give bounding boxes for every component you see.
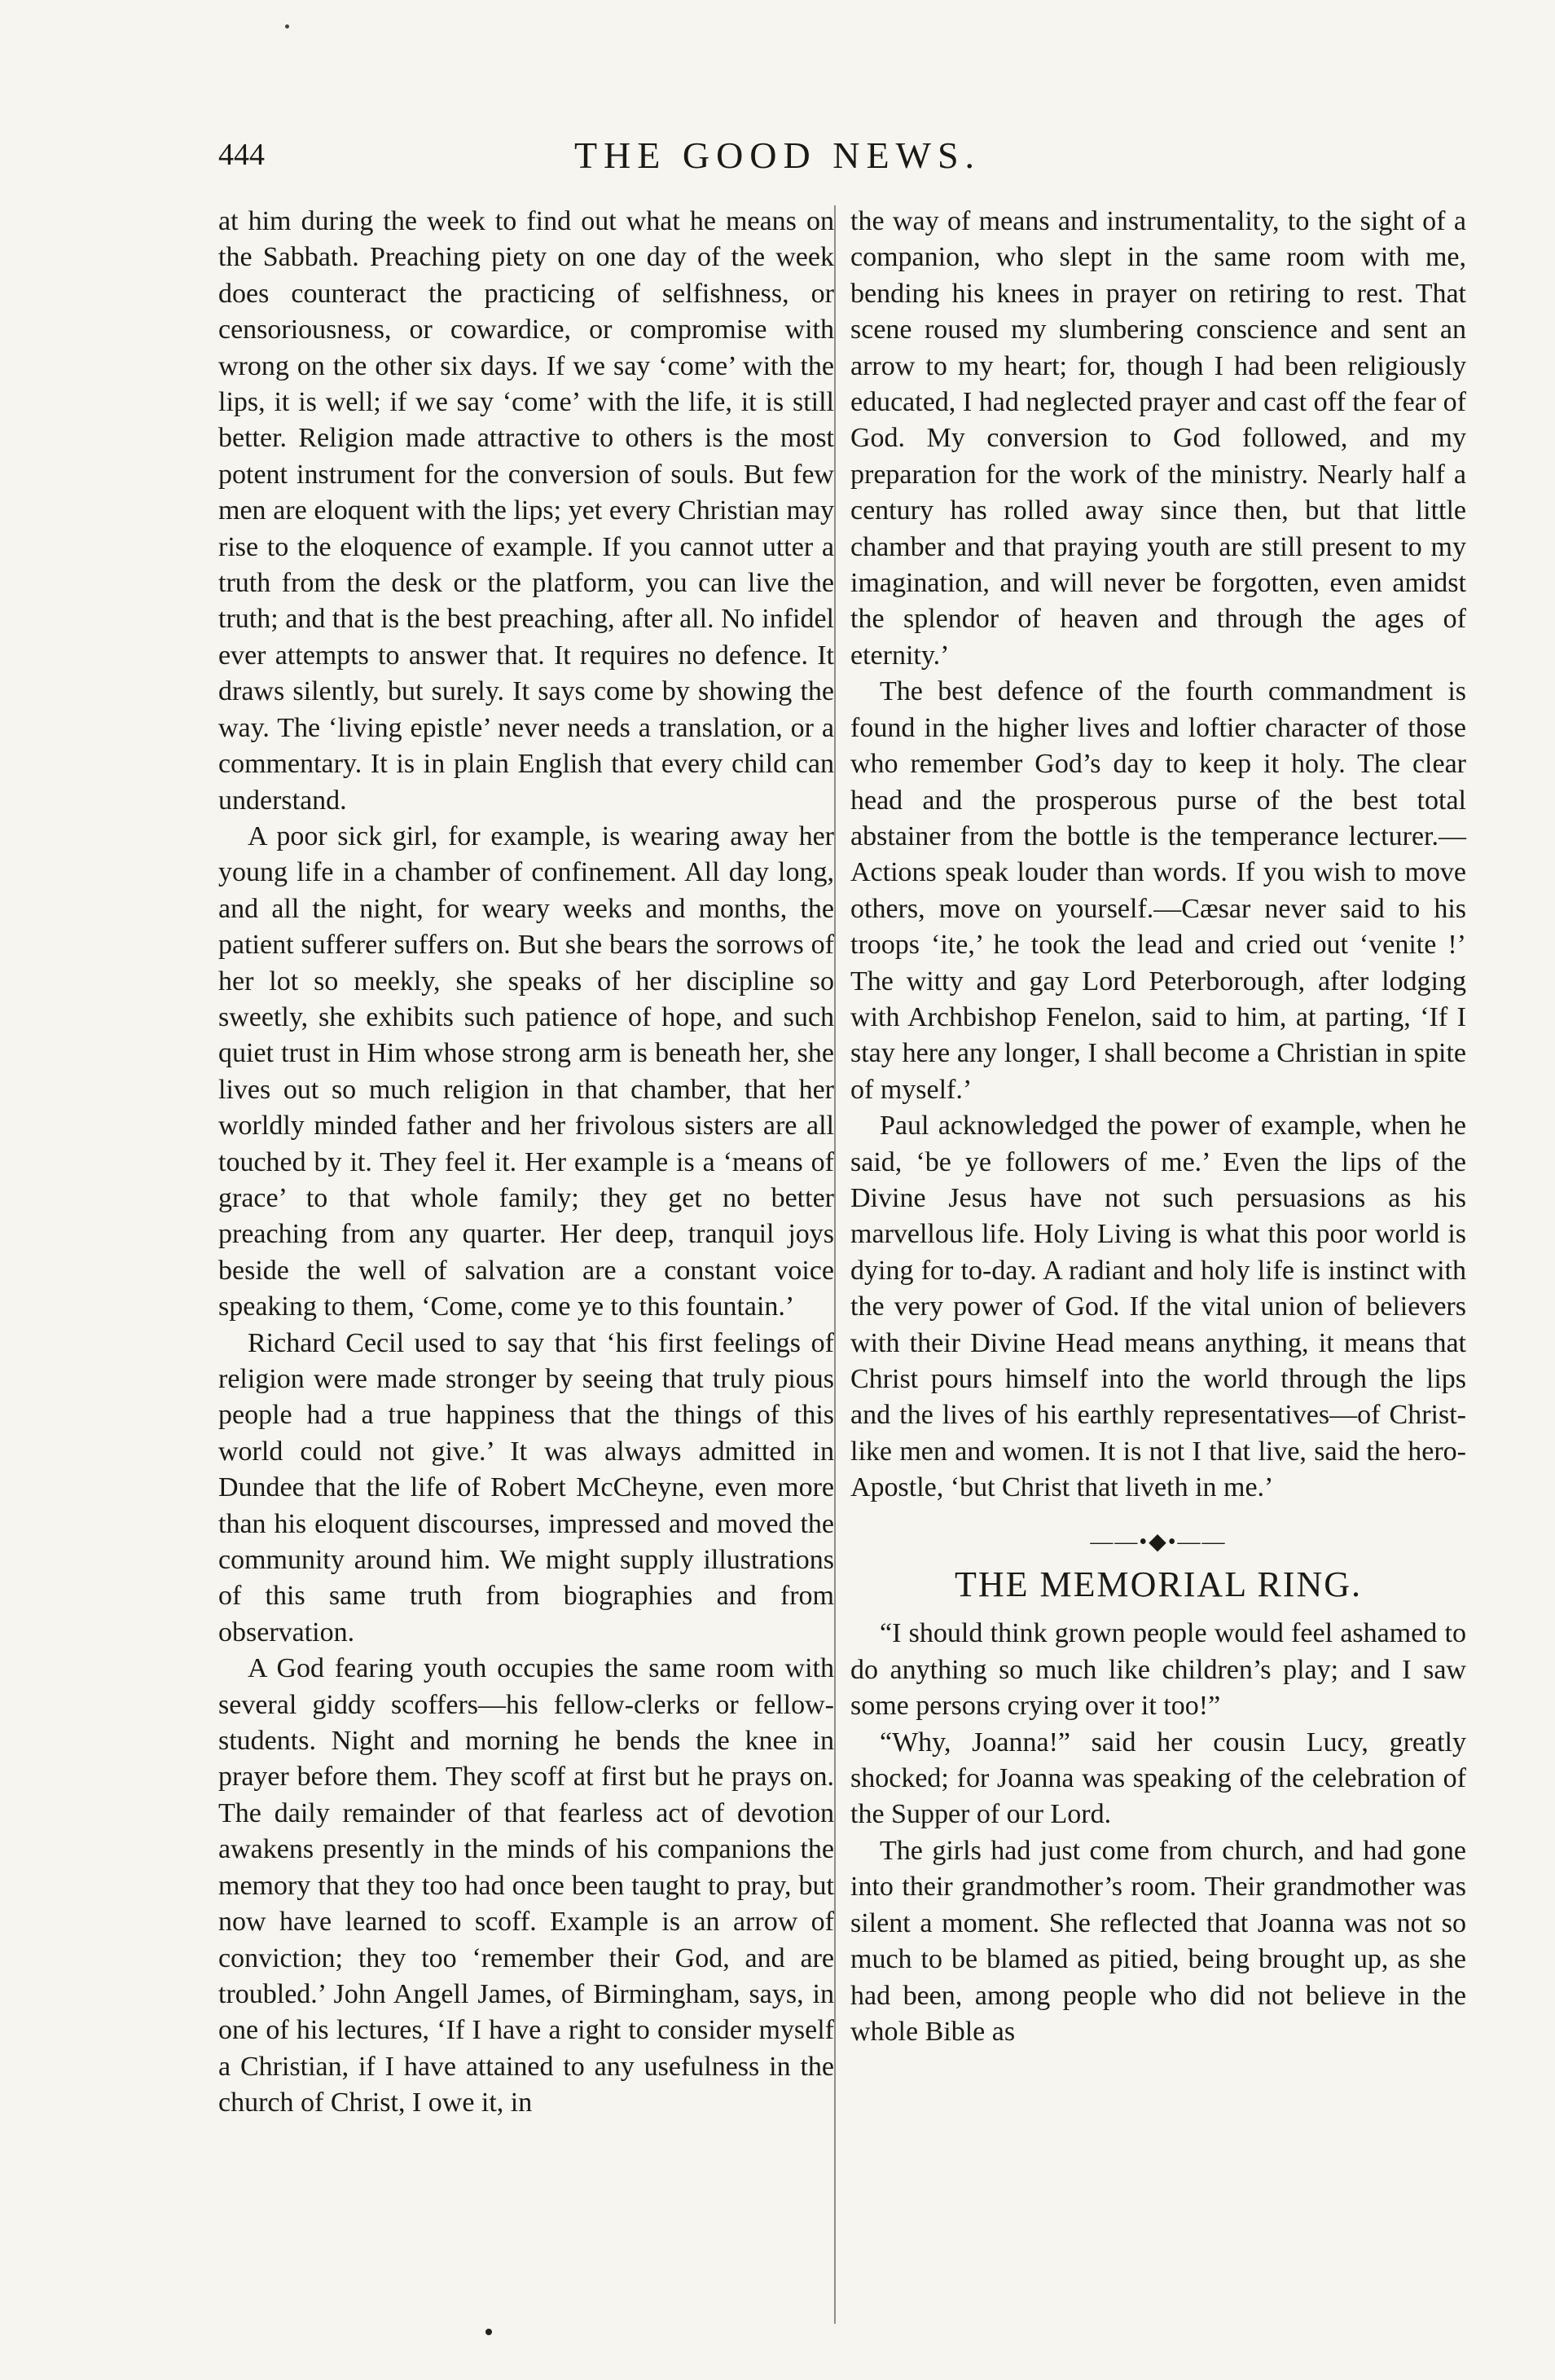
speck <box>285 24 289 29</box>
section-ornament: ——•◆•—— <box>1090 1529 1227 1555</box>
paragraph: at him during the week to find out what he means on the Sabbath. Preaching piety on one day of the week does counteract the practicing of selfishness, or censoriousness, or cowardice, or compromise with wrong on the other six days. If we say ‘come’ with the lips, it is well; if we say ‘come’ with the life, it is still better. Religion made attractive to others is the most potent instrument for the conversion of souls. But few men are eloquent with the lips; yet every Christian may rise to the eloquence of example. If you cannot utter a truth from the desk or the platform, you can live the truth; and that is the best preaching, after all. No infidel ever attempts to answer that. It requires no defence. It draws silently, but surely. It says come by showing the way. The ‘living epistle’ never needs a translation, or a commentary. It is in plain English that every child can understand. <box>218 206 834 816</box>
paragraph: Richard Cecil used to say that ‘his first feelings of religion were made stronger by seeing that truly pious people had a true happiness that the things of this world could not give.’ It was always admitted in Dundee that the life of Robert McCheyne, even more than his eloquent discourses, impressed and moved the community around him. We might supply illustrations of this same truth from biographies and from observation. <box>218 1327 834 1648</box>
paragraph: the way of means and instrumentality, to the sight of a companion, who slept in the same room with me, bending his knees in prayer on retiring to rest. That scene roused my slumbering conscience and sent an arrow to my heart; for, though I had been religiously educated, I had neglected prayer and cast off the fear of God. My conversion to God followed, and my preparation for the work of the ministry. Nearly half a century has rolled away since then, but that little chamber and that praying youth are still present to my imagination, and will never be forgotten, even amidst the splendor of heaven and through the ages of eternity.’ <box>850 206 1466 671</box>
paragraph: The girls had just come from church, and had gone into their grandmother’s room. Their grandmother was silent a moment. She reflected that Joanna was not so much to be blamed as pitied, being brought up, as she had been, among people who did not believe in the whole Bible as <box>850 1835 1466 2047</box>
paragraph: “Why, Joanna!” said her cousin Lucy, greatly shocked; for Joanna was speaking of the celebration of the Supper of our Lord. <box>850 1727 1466 1830</box>
running-head: THE GOOD NEWS. <box>573 134 982 176</box>
paragraph: Paul acknowledged the power of example, when he said, ‘be ye followers of me.’ Even the lips of the Divine Jesus have not such persuasions as his marvellous life. Holy Living is what this poor world is dying for to-day. A radiant and holy life is instinct with the very power of God. If the vital union of believers with their Divine Head means anything, it means that Christ pours himself into the world through the lips and the lives of his earthly representatives—of Christ-like men and women. It is not I that live, said the hero-Apostle, ‘but Christ that liveth in me.’ <box>850 1111 1466 1503</box>
paragraph: A poor sick girl, for example, is wearing away her young life in a chamber of confinement. All day long, and all the night, for weary weeks and months, the patient sufferer suffers on. But she bears the sorrows of her lot so meekly, she speaks of her discipline so sweetly, she exhibits such patience of hope, and such quiet trust in Him whose strong arm is beneath her, she lives out so much religion in that chamber, that her worldly minded father and her frivolous sisters are all touched by it. They feel it. Her example is a ‘means of grace’ to that whole family; they get no better preaching from any quarter. Her deep, tranquil joys beside the well of salvation are a constant voice speaking to them, ‘Come, come ye to this fountain.’ <box>218 820 834 1322</box>
right-column <box>850 204 1466 2050</box>
column-rule <box>834 205 836 2324</box>
left-column <box>218 204 834 2122</box>
paragraph: A God fearing youth occupies the same room with several giddy scoffers—his fellow-clerks or fellow-students. Night and morning he bends the knee in prayer before them. They scoff at first but he prays on. The daily remainder of that fearless act of devotion awakens presently in the minds of his companions the memory that they too had once been taught to pray, but now have learned to scoff. Example is an arrow of conviction; they too ‘remember their God, and are troubled.’ John Angell James, of Birmingham, says, in one of his lectures, ‘If I have a right to consider myself a Christian, if I have attained to any usefulness in the church of Christ, I owe it, in <box>218 1653 834 2118</box>
page-number: 444 <box>218 138 265 172</box>
article-title: THE MEMORIAL RING. <box>955 1564 1362 1605</box>
paragraph: The best defence of the fourth commandment is found in the higher lives and loftier character of those who remember God’s day to keep it holy. The clear head and the prosperous purse of the best total abstainer from the bottle is the temperance lecturer.—Actions speak louder than words. If you wish to move others, move on yourself.—Cæsar never said to his troops ‘ite,’ he took the lead and cried out ‘venite !’ The witty and gay Lord Peterborough, after lodging with Archbishop Fenelon, said to him, at parting, ‘If I stay here any longer, I shall become a Christian in spite of myself.’ <box>850 676 1466 1105</box>
footer-dot <box>485 2329 492 2335</box>
paragraph: “I should think grown people would feel ashamed to do anything so much like children’s play; and I saw some persons crying over it too!” <box>850 1618 1466 1722</box>
